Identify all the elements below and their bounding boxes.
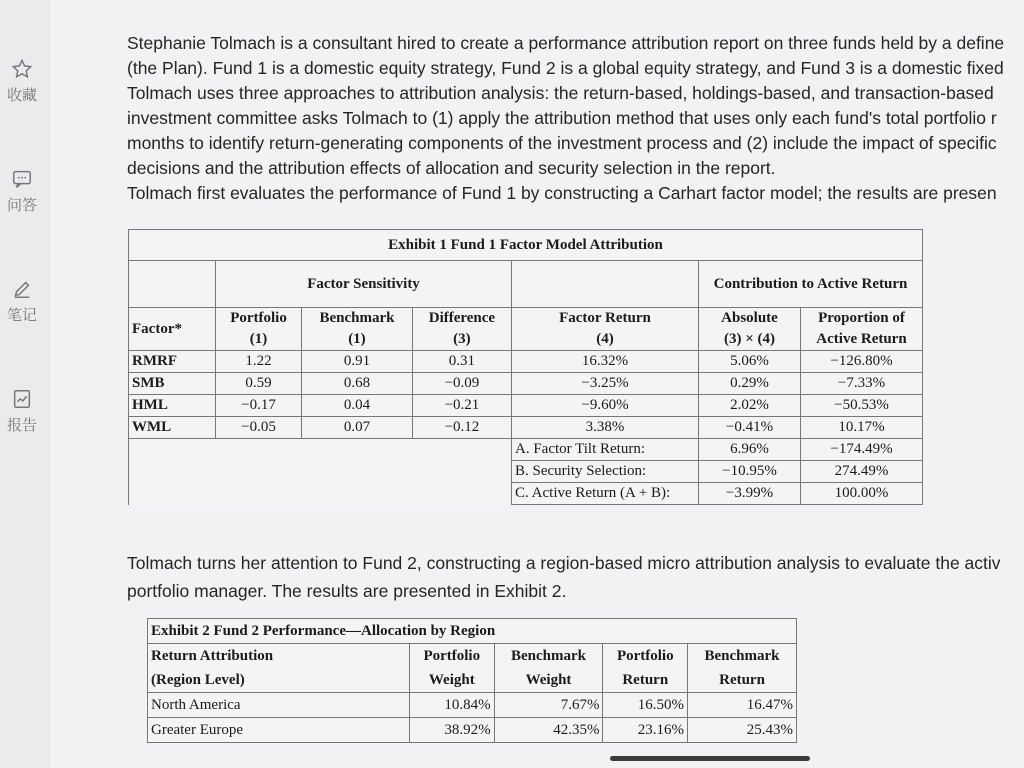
col-factor-return-header: Factor Return (4) [512, 308, 699, 351]
summary-row: A. Factor Tilt Return: 6.96% −174.49% [129, 439, 923, 461]
col-portfolio-header: Portfolio (1) [216, 308, 302, 351]
fund2-line: portfolio manager. The results are presented in Exhibit 2. [127, 581, 567, 601]
col-absolute-header: Absolute (3) × (4) [699, 308, 801, 351]
chat-icon [11, 168, 33, 190]
exhibit-2-table: Exhibit 2 Fund 2 Performance—Allocation by Region Return Attribution Portfolio Benchmark Portfolio Benchmark (Region Level) Weight Weight Return Return North America 10.84% 7.67% 16.50% 16.47% Greater Europe 38.92% 42.35% 23.16% 25.43% [147, 618, 797, 743]
report-icon [11, 388, 33, 410]
table-row: HML −0.17 0.04 −0.21 −9.60% 2.02% −50.53% [129, 395, 923, 417]
table-row: WML −0.05 0.07 −0.12 3.38% −0.41% 10.17% [129, 417, 923, 439]
col-benchmark-header: Benchmark (1) [302, 308, 413, 351]
region-level-header: (Region Level) [148, 668, 410, 693]
exhibit-2-title: Exhibit 2 Fund 2 Performance—Allocation by Region [148, 619, 797, 644]
exhibit-1-title: Exhibit 1 Fund 1 Factor Model Attribution [129, 230, 923, 261]
table-row: RMRF 1.22 0.91 0.31 16.32% 5.06% −126.80% [129, 351, 923, 373]
return-attribution-header: Return Attribution [148, 644, 410, 669]
sidebar-item-notes[interactable] [0, 278, 44, 325]
sidebar-item-favorites[interactable] [0, 58, 44, 105]
factor-sensitivity-header: Factor Sensitivity [216, 261, 512, 308]
sidebar-item-qa[interactable] [0, 168, 44, 215]
table-row: North America 10.84% 7.67% 16.50% 16.47% [148, 693, 797, 718]
factor-header: Factor* [129, 308, 216, 351]
sidebar-item-label: 报告 [6, 416, 37, 434]
intro-line: Tolmach uses three approaches to attribution analysis: the return-based, holdings-based, and transaction-based [127, 83, 994, 103]
intro-line: decisions and the attribution effects of allocation and security selection in the report. [127, 158, 776, 178]
pen-icon [11, 278, 33, 300]
intro-line: Stephanie Tolmach is a consultant hired to create a performance attribution report on three funds held by a define [127, 33, 1005, 53]
horizontal-scrollbar[interactable] [610, 756, 810, 761]
intro-line: months to identify return-generating components of the investment process and (2) include the impact of specific [127, 133, 997, 153]
intro-line: Tolmach first evaluates the performance of Fund 1 by constructing a Carhart factor model; the results are presen [127, 183, 997, 203]
table-row: SMB 0.59 0.68 −0.09 −3.25% 0.29% −7.33% [129, 373, 923, 395]
exhibit-1-table [128, 229, 923, 505]
intro-line: investment committee asks Tolmach to (1) apply the attribution method that uses only each fund's total portfolio r [127, 108, 997, 128]
col-difference-header: Difference (3) [412, 308, 511, 351]
sidebar-item-label: 笔记 [6, 306, 37, 324]
fund2-line: Tolmach turns her attention to Fund 2, constructing a region-based micro attribution analysis to evaluate the activ [127, 553, 1001, 573]
sidebar-item-report[interactable] [0, 388, 44, 435]
sidebar-item-label: 问答 [6, 196, 37, 214]
sidebar-item-label: 收藏 [6, 86, 37, 104]
star-icon [11, 58, 33, 80]
summary-row: B. Security Selection: −10.95% 274.49% [129, 461, 923, 483]
col-proportion-header: Proportion of Active Return [801, 308, 923, 351]
document-page [50, 0, 1024, 768]
intro-line: (the Plan). Fund 1 is a domestic equity strategy, Fund 2 is a global equity strategy, and Fund 3 is a domestic fixed [127, 58, 1004, 78]
left-sidebar [0, 0, 51, 768]
table-row: Greater Europe 38.92% 42.35% 23.16% 25.43% [148, 718, 797, 743]
summary-row: C. Active Return (A + B): −3.99% 100.00% [129, 483, 923, 505]
contribution-header: Contribution to Active Return [699, 261, 923, 308]
